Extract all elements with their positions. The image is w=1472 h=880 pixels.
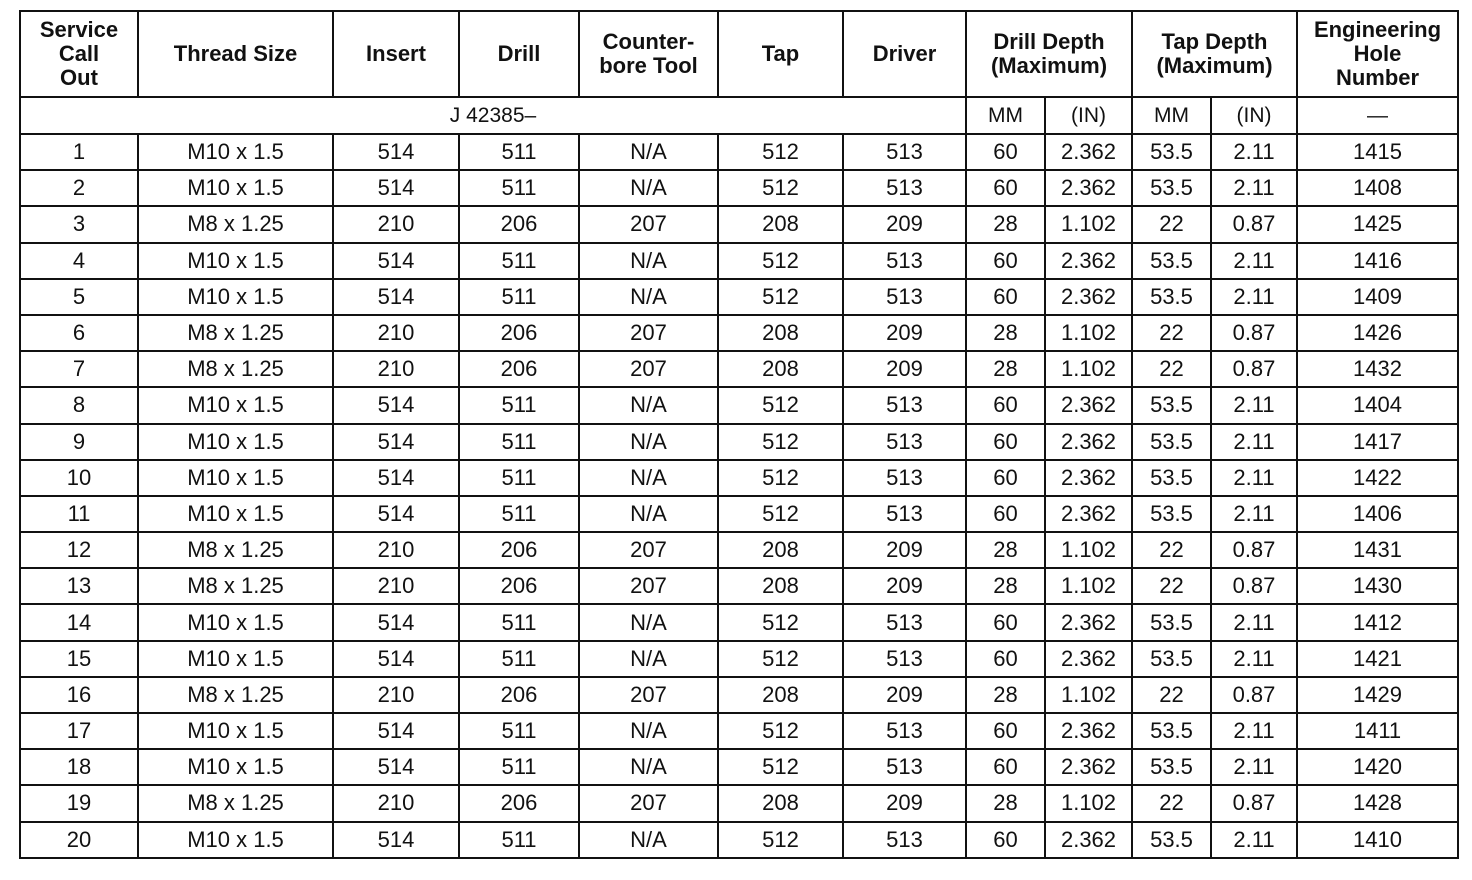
tap-depth-mm-cell: 22 bbox=[1132, 351, 1211, 387]
tap-depth-in-cell: 2.11 bbox=[1211, 496, 1297, 532]
header-service-line-2: Call bbox=[58, 41, 100, 66]
drill-depth-mm-cell: 28 bbox=[966, 568, 1045, 604]
drill-depth-in-cell: 1.102 bbox=[1045, 568, 1132, 604]
driver-cell: 209 bbox=[843, 677, 966, 713]
insert-cell: 514 bbox=[333, 279, 459, 315]
tap-depth-in-cell: 2.11 bbox=[1211, 460, 1297, 496]
tap-cell: 512 bbox=[718, 243, 843, 279]
header-service-line-3: Out bbox=[60, 65, 98, 90]
service-call-out-cell: 16 bbox=[20, 677, 138, 713]
counterbore-tool-cell: N/A bbox=[579, 134, 718, 170]
tap-cell: 512 bbox=[718, 460, 843, 496]
service-call-out-cell: 3 bbox=[20, 206, 138, 242]
drill-depth-mm-cell: 60 bbox=[966, 822, 1045, 858]
table-row bbox=[20, 243, 1458, 279]
tap-cell: 512 bbox=[718, 170, 843, 206]
drill-depth-mm-cell: 60 bbox=[966, 424, 1045, 460]
thread-size-cell: M10 x 1.5 bbox=[138, 170, 333, 206]
tap-depth-mm-cell: 53.5 bbox=[1132, 496, 1211, 532]
tap-depth-in-cell: 2.11 bbox=[1211, 822, 1297, 858]
engineering-hole-number-cell: 1406 bbox=[1297, 496, 1458, 532]
header-engineering-line-1: Engineering bbox=[1313, 17, 1442, 42]
engineering-hole-number-cell: 1410 bbox=[1297, 822, 1458, 858]
driver-cell: 513 bbox=[843, 170, 966, 206]
drill-depth-in-cell: 2.362 bbox=[1045, 243, 1132, 279]
tap-depth-in-cell: 0.87 bbox=[1211, 568, 1297, 604]
tap-depth-in-cell: 0.87 bbox=[1211, 351, 1297, 387]
drill-depth-mm-cell: 60 bbox=[966, 713, 1045, 749]
engineering-hole-number-cell: 1416 bbox=[1297, 243, 1458, 279]
insert-cell: 210 bbox=[333, 351, 459, 387]
tap-depth-in-cell: 2.11 bbox=[1211, 749, 1297, 785]
header-drill: Drill bbox=[459, 11, 579, 97]
drill-depth-in-cell: 1.102 bbox=[1045, 351, 1132, 387]
thread-size-cell: M10 x 1.5 bbox=[138, 749, 333, 785]
tap-cell: 512 bbox=[718, 604, 843, 640]
header-insert: Insert bbox=[333, 11, 459, 97]
insert-cell: 514 bbox=[333, 496, 459, 532]
drill-depth-in-cell: 2.362 bbox=[1045, 170, 1132, 206]
counterbore-tool-cell: N/A bbox=[579, 424, 718, 460]
driver-cell: 513 bbox=[843, 822, 966, 858]
service-call-out-cell: 2 bbox=[20, 170, 138, 206]
counterbore-tool-cell: N/A bbox=[579, 713, 718, 749]
engineering-hole-number-cell: 1411 bbox=[1297, 713, 1458, 749]
header-counterbore-line-2: bore Tool bbox=[599, 53, 698, 78]
drill-depth-in-cell: 1.102 bbox=[1045, 532, 1132, 568]
service-call-out-cell: 6 bbox=[20, 315, 138, 351]
driver-cell: 209 bbox=[843, 785, 966, 821]
driver-cell: 209 bbox=[843, 315, 966, 351]
service-call-out-cell: 15 bbox=[20, 641, 138, 677]
engineering-hole-number-cell: 1429 bbox=[1297, 677, 1458, 713]
drill-cell: 511 bbox=[459, 243, 579, 279]
hole-number-unit: — bbox=[1297, 97, 1458, 134]
drill-depth-mm-cell: 28 bbox=[966, 677, 1045, 713]
tap-cell: 512 bbox=[718, 134, 843, 170]
drill-depth-in-cell: 2.362 bbox=[1045, 387, 1132, 423]
header-counterbore-line-1: Counter- bbox=[602, 29, 695, 54]
header-thread-size: Thread Size bbox=[138, 11, 333, 97]
drill-depth-mm-cell: 60 bbox=[966, 387, 1045, 423]
drill-cell: 511 bbox=[459, 279, 579, 315]
insert-cell: 514 bbox=[333, 641, 459, 677]
header-drill-depth-line-1: Drill Depth bbox=[993, 29, 1105, 54]
service-call-out-cell: 7 bbox=[20, 351, 138, 387]
thread-size-cell: M10 x 1.5 bbox=[138, 496, 333, 532]
insert-cell: 514 bbox=[333, 604, 459, 640]
drill-depth-mm-cell: 28 bbox=[966, 785, 1045, 821]
drill-depth-mm-cell: 28 bbox=[966, 206, 1045, 242]
driver-cell: 513 bbox=[843, 496, 966, 532]
tap-depth-mm-cell: 53.5 bbox=[1132, 749, 1211, 785]
counterbore-tool-cell: N/A bbox=[579, 496, 718, 532]
counterbore-tool-cell: N/A bbox=[579, 170, 718, 206]
driver-cell: 513 bbox=[843, 134, 966, 170]
drill-depth-in-cell: 2.362 bbox=[1045, 134, 1132, 170]
engineering-hole-number-cell: 1420 bbox=[1297, 749, 1458, 785]
header-drill-depth-line-2: (Maximum) bbox=[990, 53, 1108, 78]
service-call-out-cell: 18 bbox=[20, 749, 138, 785]
service-call-out-cell: 9 bbox=[20, 424, 138, 460]
insert-cell: 210 bbox=[333, 206, 459, 242]
tap-depth-mm-cell: 22 bbox=[1132, 206, 1211, 242]
driver-cell: 209 bbox=[843, 351, 966, 387]
drill-depth-in-cell: 2.362 bbox=[1045, 279, 1132, 315]
engineering-hole-number-cell: 1432 bbox=[1297, 351, 1458, 387]
drill-cell: 511 bbox=[459, 713, 579, 749]
drill-cell: 206 bbox=[459, 677, 579, 713]
drill-cell: 511 bbox=[459, 749, 579, 785]
tap-depth-mm-cell: 53.5 bbox=[1132, 387, 1211, 423]
drill-depth-mm-cell: 60 bbox=[966, 496, 1045, 532]
header-engineering-line-2: Hole bbox=[1353, 41, 1402, 66]
tap-depth-in-cell: 2.11 bbox=[1211, 134, 1297, 170]
driver-cell: 513 bbox=[843, 641, 966, 677]
table-row bbox=[20, 785, 1458, 821]
table-row bbox=[20, 134, 1458, 170]
thread-size-cell: M10 x 1.5 bbox=[138, 604, 333, 640]
thread-size-cell: M8 x 1.25 bbox=[138, 785, 333, 821]
tap-depth-mm-cell: 53.5 bbox=[1132, 424, 1211, 460]
drill-depth-mm-cell: 28 bbox=[966, 532, 1045, 568]
drill-cell: 511 bbox=[459, 460, 579, 496]
service-call-out-cell: 19 bbox=[20, 785, 138, 821]
tap-depth-mm-cell: 22 bbox=[1132, 315, 1211, 351]
service-call-out-cell: 14 bbox=[20, 604, 138, 640]
counterbore-tool-cell: N/A bbox=[579, 460, 718, 496]
tap-depth-mm-cell: 22 bbox=[1132, 677, 1211, 713]
engineering-hole-number-cell: 1408 bbox=[1297, 170, 1458, 206]
thread-size-cell: M10 x 1.5 bbox=[138, 279, 333, 315]
tap-cell: 512 bbox=[718, 713, 843, 749]
engineering-hole-number-cell: 1431 bbox=[1297, 532, 1458, 568]
engineering-hole-number-cell: 1428 bbox=[1297, 785, 1458, 821]
header-counterbore-tool bbox=[579, 11, 718, 97]
units-row bbox=[20, 97, 1458, 134]
tap-depth-mm-cell: 53.5 bbox=[1132, 641, 1211, 677]
driver-cell: 513 bbox=[843, 424, 966, 460]
engineering-hole-number-cell: 1404 bbox=[1297, 387, 1458, 423]
header-engineering-hole-number bbox=[1297, 11, 1458, 97]
engineering-hole-number-cell: 1422 bbox=[1297, 460, 1458, 496]
driver-cell: 513 bbox=[843, 460, 966, 496]
insert-cell: 514 bbox=[333, 170, 459, 206]
table-row bbox=[20, 532, 1458, 568]
table-row bbox=[20, 822, 1458, 858]
drill-depth-in-cell: 1.102 bbox=[1045, 315, 1132, 351]
insert-cell: 210 bbox=[333, 568, 459, 604]
tap-depth-mm-cell: 53.5 bbox=[1132, 170, 1211, 206]
counterbore-tool-cell: 207 bbox=[579, 677, 718, 713]
insert-cell: 210 bbox=[333, 677, 459, 713]
table-row bbox=[20, 460, 1458, 496]
service-call-out-cell: 12 bbox=[20, 532, 138, 568]
counterbore-tool-cell: N/A bbox=[579, 243, 718, 279]
tap-depth-in-cell: 0.87 bbox=[1211, 206, 1297, 242]
driver-cell: 209 bbox=[843, 532, 966, 568]
drill-depth-mm-cell: 60 bbox=[966, 134, 1045, 170]
table-row bbox=[20, 749, 1458, 785]
drill-depth-in-cell: 2.362 bbox=[1045, 460, 1132, 496]
thread-size-cell: M10 x 1.5 bbox=[138, 243, 333, 279]
table-row bbox=[20, 279, 1458, 315]
table-row bbox=[20, 604, 1458, 640]
counterbore-tool-cell: 207 bbox=[579, 206, 718, 242]
driver-cell: 513 bbox=[843, 243, 966, 279]
insert-cell: 514 bbox=[333, 424, 459, 460]
driver-cell: 513 bbox=[843, 749, 966, 785]
thread-size-cell: M8 x 1.25 bbox=[138, 532, 333, 568]
thread-size-cell: M8 x 1.25 bbox=[138, 315, 333, 351]
thread-size-cell: M8 x 1.25 bbox=[138, 351, 333, 387]
service-call-out-cell: 13 bbox=[20, 568, 138, 604]
drill-cell: 206 bbox=[459, 532, 579, 568]
driver-cell: 209 bbox=[843, 568, 966, 604]
drill-depth-mm-cell: 28 bbox=[966, 315, 1045, 351]
drill-cell: 511 bbox=[459, 134, 579, 170]
header-tap: Tap bbox=[718, 11, 843, 97]
drill-depth-in-cell: 1.102 bbox=[1045, 785, 1132, 821]
driver-cell: 513 bbox=[843, 279, 966, 315]
thread-size-cell: M8 x 1.25 bbox=[138, 677, 333, 713]
drill-cell: 511 bbox=[459, 424, 579, 460]
tap-depth-mm-cell: 53.5 bbox=[1132, 713, 1211, 749]
drill-cell: 511 bbox=[459, 604, 579, 640]
tap-cell: 208 bbox=[718, 351, 843, 387]
drill-depth-in-cell: 2.362 bbox=[1045, 424, 1132, 460]
engineering-hole-number-cell: 1412 bbox=[1297, 604, 1458, 640]
header-row bbox=[20, 11, 1458, 97]
tap-depth-in-cell: 2.11 bbox=[1211, 641, 1297, 677]
tap-depth-in-cell: 0.87 bbox=[1211, 785, 1297, 821]
service-call-out-cell: 8 bbox=[20, 387, 138, 423]
tap-cell: 512 bbox=[718, 641, 843, 677]
drill-depth-mm-cell: 28 bbox=[966, 351, 1045, 387]
table-row bbox=[20, 351, 1458, 387]
drill-depth-in-cell: 2.362 bbox=[1045, 713, 1132, 749]
insert-cell: 210 bbox=[333, 785, 459, 821]
thread-size-cell: M10 x 1.5 bbox=[138, 822, 333, 858]
drill-cell: 511 bbox=[459, 387, 579, 423]
drill-depth-in-cell: 1.102 bbox=[1045, 677, 1132, 713]
drill-depth-mm-cell: 60 bbox=[966, 749, 1045, 785]
tap-depth-mm-cell: 22 bbox=[1132, 568, 1211, 604]
insert-cell: 514 bbox=[333, 713, 459, 749]
counterbore-tool-cell: N/A bbox=[579, 387, 718, 423]
thread-size-cell: M10 x 1.5 bbox=[138, 387, 333, 423]
drill-cell: 206 bbox=[459, 351, 579, 387]
driver-cell: 513 bbox=[843, 713, 966, 749]
table-row bbox=[20, 424, 1458, 460]
counterbore-tool-cell: N/A bbox=[579, 822, 718, 858]
header-engineering-line-3: Number bbox=[1335, 65, 1420, 90]
service-call-out-cell: 1 bbox=[20, 134, 138, 170]
thread-repair-spec-table bbox=[19, 10, 1459, 859]
header-service-line-1: Service bbox=[39, 17, 119, 42]
counterbore-tool-cell: N/A bbox=[579, 641, 718, 677]
driver-cell: 513 bbox=[843, 604, 966, 640]
tap-depth-in-unit: (IN) bbox=[1211, 97, 1297, 134]
header-service-call-out bbox=[20, 11, 138, 97]
tap-depth-in-cell: 2.11 bbox=[1211, 713, 1297, 749]
counterbore-tool-cell: 207 bbox=[579, 532, 718, 568]
engineering-hole-number-cell: 1417 bbox=[1297, 424, 1458, 460]
drill-depth-in-cell: 2.362 bbox=[1045, 749, 1132, 785]
tap-depth-mm-cell: 53.5 bbox=[1132, 604, 1211, 640]
thread-size-cell: M10 x 1.5 bbox=[138, 641, 333, 677]
drill-depth-in-cell: 2.362 bbox=[1045, 822, 1132, 858]
table-row bbox=[20, 387, 1458, 423]
service-call-out-cell: 5 bbox=[20, 279, 138, 315]
tap-depth-in-cell: 2.11 bbox=[1211, 387, 1297, 423]
table-row bbox=[20, 170, 1458, 206]
table-body bbox=[20, 134, 1458, 858]
thread-size-cell: M10 x 1.5 bbox=[138, 424, 333, 460]
tap-cell: 512 bbox=[718, 387, 843, 423]
drill-cell: 511 bbox=[459, 170, 579, 206]
tap-depth-mm-cell: 53.5 bbox=[1132, 243, 1211, 279]
counterbore-tool-cell: N/A bbox=[579, 604, 718, 640]
drill-depth-mm-cell: 60 bbox=[966, 243, 1045, 279]
counterbore-tool-cell: 207 bbox=[579, 785, 718, 821]
thread-size-cell: M8 x 1.25 bbox=[138, 568, 333, 604]
tap-depth-in-cell: 2.11 bbox=[1211, 170, 1297, 206]
counterbore-tool-cell: 207 bbox=[579, 568, 718, 604]
thread-size-cell: M10 x 1.5 bbox=[138, 713, 333, 749]
tap-depth-mm-cell: 53.5 bbox=[1132, 279, 1211, 315]
tap-depth-mm-cell: 22 bbox=[1132, 532, 1211, 568]
drill-depth-in-unit: (IN) bbox=[1045, 97, 1132, 134]
insert-cell: 514 bbox=[333, 243, 459, 279]
tap-depth-mm-cell: 53.5 bbox=[1132, 134, 1211, 170]
tap-cell: 512 bbox=[718, 496, 843, 532]
tap-depth-in-cell: 2.11 bbox=[1211, 604, 1297, 640]
driver-cell: 513 bbox=[843, 387, 966, 423]
service-call-out-cell: 11 bbox=[20, 496, 138, 532]
table-row bbox=[20, 568, 1458, 604]
drill-depth-mm-cell: 60 bbox=[966, 460, 1045, 496]
tap-cell: 512 bbox=[718, 822, 843, 858]
drill-depth-mm-cell: 60 bbox=[966, 641, 1045, 677]
drill-depth-in-cell: 1.102 bbox=[1045, 206, 1132, 242]
tap-depth-in-cell: 0.87 bbox=[1211, 315, 1297, 351]
insert-cell: 514 bbox=[333, 134, 459, 170]
thread-size-cell: M10 x 1.5 bbox=[138, 134, 333, 170]
tool-prefix-cell: J 42385– bbox=[20, 97, 966, 134]
insert-cell: 514 bbox=[333, 749, 459, 785]
engineering-hole-number-cell: 1430 bbox=[1297, 568, 1458, 604]
insert-cell: 514 bbox=[333, 387, 459, 423]
drill-cell: 206 bbox=[459, 568, 579, 604]
tap-depth-mm-cell: 53.5 bbox=[1132, 822, 1211, 858]
tap-cell: 208 bbox=[718, 315, 843, 351]
service-call-out-cell: 10 bbox=[20, 460, 138, 496]
service-call-out-cell: 4 bbox=[20, 243, 138, 279]
header-driver: Driver bbox=[843, 11, 966, 97]
engineering-hole-number-cell: 1415 bbox=[1297, 134, 1458, 170]
table-row bbox=[20, 713, 1458, 749]
tap-depth-mm-unit: MM bbox=[1132, 97, 1211, 134]
tap-depth-in-cell: 2.11 bbox=[1211, 424, 1297, 460]
insert-cell: 210 bbox=[333, 315, 459, 351]
tap-cell: 512 bbox=[718, 279, 843, 315]
table-row bbox=[20, 206, 1458, 242]
tap-depth-in-cell: 0.87 bbox=[1211, 677, 1297, 713]
tap-cell: 208 bbox=[718, 532, 843, 568]
tap-cell: 208 bbox=[718, 677, 843, 713]
counterbore-tool-cell: 207 bbox=[579, 315, 718, 351]
insert-cell: 210 bbox=[333, 532, 459, 568]
service-call-out-cell: 17 bbox=[20, 713, 138, 749]
drill-depth-in-cell: 2.362 bbox=[1045, 604, 1132, 640]
tap-depth-mm-cell: 53.5 bbox=[1132, 460, 1211, 496]
drill-depth-in-cell: 2.362 bbox=[1045, 641, 1132, 677]
header-tap-depth-line-1: Tap Depth bbox=[1161, 29, 1268, 54]
tap-depth-in-cell: 2.11 bbox=[1211, 279, 1297, 315]
drill-depth-in-cell: 2.362 bbox=[1045, 496, 1132, 532]
counterbore-tool-cell: N/A bbox=[579, 749, 718, 785]
table-row bbox=[20, 641, 1458, 677]
table-row bbox=[20, 315, 1458, 351]
tap-depth-in-cell: 0.87 bbox=[1211, 532, 1297, 568]
insert-cell: 514 bbox=[333, 460, 459, 496]
header-tap-depth bbox=[1132, 11, 1297, 97]
tap-cell: 208 bbox=[718, 568, 843, 604]
counterbore-tool-cell: 207 bbox=[579, 351, 718, 387]
table-row bbox=[20, 677, 1458, 713]
drill-cell: 511 bbox=[459, 496, 579, 532]
drill-depth-mm-unit: MM bbox=[966, 97, 1045, 134]
engineering-hole-number-cell: 1421 bbox=[1297, 641, 1458, 677]
drill-depth-mm-cell: 60 bbox=[966, 170, 1045, 206]
drill-cell: 206 bbox=[459, 785, 579, 821]
engineering-hole-number-cell: 1425 bbox=[1297, 206, 1458, 242]
tap-depth-mm-cell: 22 bbox=[1132, 785, 1211, 821]
drill-depth-mm-cell: 60 bbox=[966, 279, 1045, 315]
table-row bbox=[20, 496, 1458, 532]
tap-cell: 208 bbox=[718, 785, 843, 821]
driver-cell: 209 bbox=[843, 206, 966, 242]
insert-cell: 514 bbox=[333, 822, 459, 858]
thread-size-cell: M10 x 1.5 bbox=[138, 460, 333, 496]
engineering-hole-number-cell: 1409 bbox=[1297, 279, 1458, 315]
service-call-out-cell: 20 bbox=[20, 822, 138, 858]
tap-cell: 512 bbox=[718, 749, 843, 785]
drill-cell: 206 bbox=[459, 315, 579, 351]
thread-repair-table-sheet bbox=[19, 10, 1459, 859]
drill-depth-mm-cell: 60 bbox=[966, 604, 1045, 640]
tap-depth-in-cell: 2.11 bbox=[1211, 243, 1297, 279]
drill-cell: 511 bbox=[459, 641, 579, 677]
tap-cell: 512 bbox=[718, 424, 843, 460]
counterbore-tool-cell: N/A bbox=[579, 279, 718, 315]
header-tap-depth-line-2: (Maximum) bbox=[1156, 53, 1273, 78]
drill-cell: 206 bbox=[459, 206, 579, 242]
tap-cell: 208 bbox=[718, 206, 843, 242]
thread-size-cell: M8 x 1.25 bbox=[138, 206, 333, 242]
drill-cell: 511 bbox=[459, 822, 579, 858]
header-drill-depth bbox=[966, 11, 1132, 97]
engineering-hole-number-cell: 1426 bbox=[1297, 315, 1458, 351]
